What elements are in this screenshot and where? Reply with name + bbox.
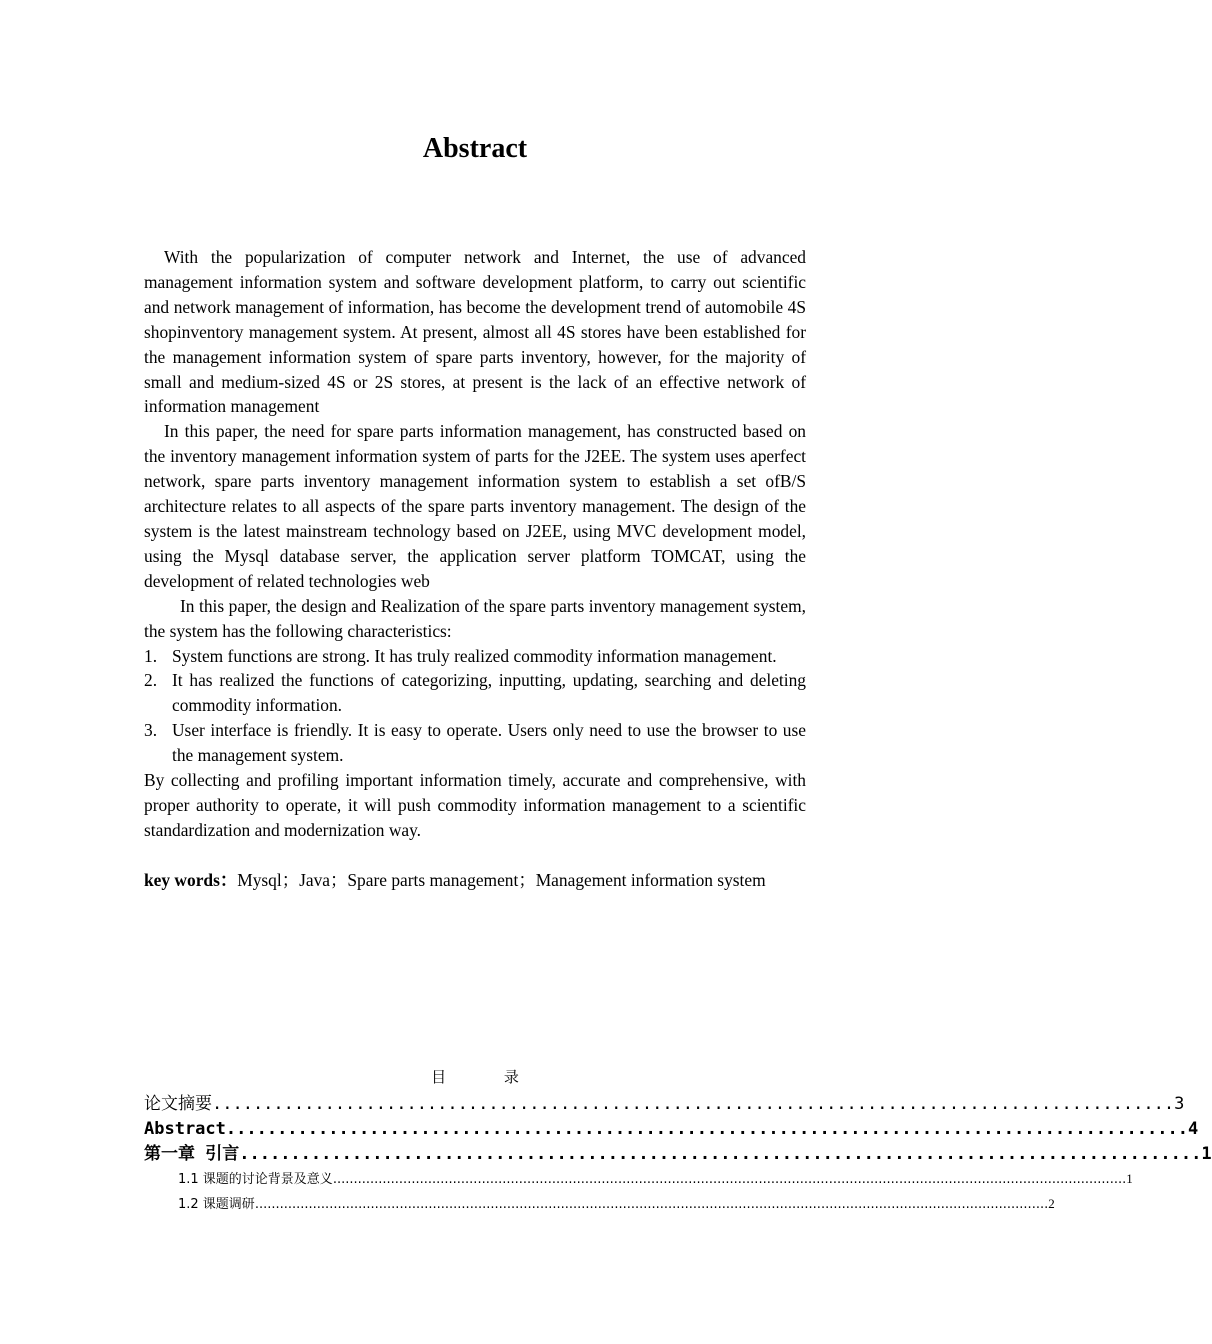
list-item	[144, 644, 806, 669]
toc-entry[interactable]	[144, 1192, 1055, 1217]
list-item	[144, 668, 806, 718]
list-item-text: User interface is friendly. It is easy to operate. Users only need to use the browser to use the management system.	[172, 720, 806, 766]
characteristics-list	[144, 644, 806, 769]
toc-leader-dots: ..............................................................................................	[212, 1094, 1175, 1114]
abstract-paragraph-1: With the popularization of computer network and Internet, the use of advanced management information system and software development platform, to carry out scientific and network management of information, has become the development trend of automobile 4S shopinventory management system. At present, almost all 4S stores have been established for the management information system of spare parts inventory, however, for the majority of small and medium-sized 4S or 2S stores, at present is the lack of an effective network of information management	[144, 247, 806, 417]
list-item-number: 3.	[144, 720, 158, 741]
toc-heading: 目 录	[431, 1070, 537, 1086]
paragraph-spacer	[144, 843, 806, 868]
toc-entry-label: 1.2 课题调研	[178, 1197, 255, 1212]
toc-entry-page: 2	[1048, 1196, 1055, 1211]
toc-entry-label: 论文摘要	[144, 1094, 212, 1114]
abstract-paragraph-4: By collecting and profiling important information timely, accurate and comprehensive, with proper authority to operate, it will push commodity information management to a scientific standardization and modernization way.	[144, 770, 806, 840]
list-item-number: 2.	[144, 670, 158, 691]
toc-leader-dots: ..............................................................................................	[225, 1119, 1188, 1139]
list-item-text: It has realized the functions of categorizing, inputting, updating, searching and deleting commodity information.	[172, 670, 806, 716]
toc-leader-dots: ................................................................................................................................................................................................	[254, 1197, 1049, 1212]
toc-entry[interactable]	[144, 1167, 1133, 1192]
toc-entry-label: 1.1 课题的讨论背景及意义	[178, 1172, 333, 1187]
abstract-body	[144, 245, 806, 893]
toc-entry[interactable]	[144, 1142, 1212, 1167]
toc-entry[interactable]	[144, 1092, 1185, 1117]
keywords-label: key words：	[144, 869, 238, 890]
toc-entry-page: 1	[1201, 1144, 1212, 1164]
abstract-paragraph-2: In this paper, the need for spare parts information management, has constructed based on the inventory management information system of parts for the J2EE. The system uses aperfect network, spare parts inventory management information system to establish a set ofB/S architecture relates to all aspects of the spare parts inventory management. The design of the system is the latest mainstream technology based on J2EE, using MVC development model, using the Mysql database server, the application server platform TOMCAT, using the development of related technologies web	[144, 421, 806, 591]
toc-entry-label: Abstract	[144, 1119, 226, 1139]
toc-leader-dots: ................................................................................................................................................................................................	[332, 1172, 1127, 1187]
page-title: Abstract	[422, 133, 528, 164]
toc-entry-label: 第一章 引言	[144, 1144, 240, 1164]
keywords-line	[144, 868, 806, 893]
toc-entry[interactable]	[144, 1117, 1199, 1142]
abstract-paragraph-3: In this paper, the design and Realization of the spare parts inventory management system, the system has the following characteristics:	[144, 595, 806, 641]
toc-entry-page: 3	[1174, 1094, 1185, 1114]
keywords-text: Mysql；Java；Spare parts management；Management information system	[237, 869, 766, 890]
list-item	[144, 718, 806, 768]
list-item-text: System functions are strong. It has truly realized commodity information management.	[172, 645, 777, 666]
toc-leader-dots: ..............................................................................................	[239, 1144, 1202, 1164]
table-of-contents	[144, 1092, 1212, 1217]
toc-entry-page: 4	[1187, 1119, 1199, 1139]
list-item-number: 1.	[144, 645, 158, 666]
toc-entry-page: 1	[1126, 1171, 1133, 1186]
